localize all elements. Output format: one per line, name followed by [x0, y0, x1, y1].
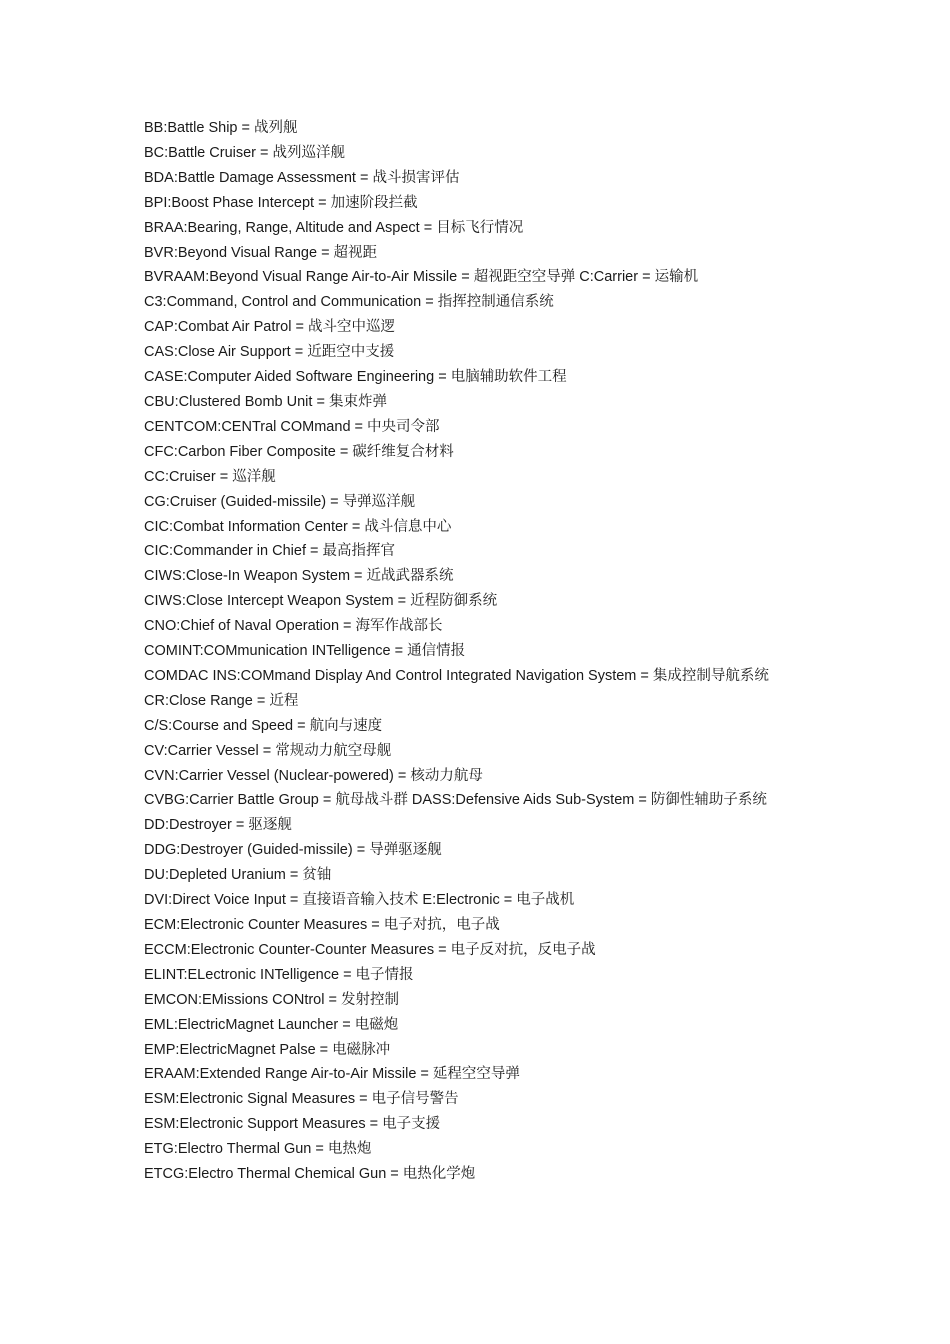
- glossary-entry: C/S:Course and Speed = 航向与速度: [144, 717, 383, 734]
- glossary-entry: CVN:Carrier Vessel (Nuclear-powered) = 核动力航母: [144, 767, 483, 784]
- glossary-entry: CR:Close Range = 近程: [144, 692, 299, 709]
- glossary-entry: CNO:Chief of Naval Operation = 海军作战部长: [144, 618, 443, 635]
- glossary-entry: ECCM:Electronic Counter-Counter Measures = 电子反对抗，反电子战: [144, 941, 596, 958]
- glossary-entry: ETCG:Electro Thermal Chemical Gun = 电热化学炮: [144, 1166, 476, 1183]
- glossary-entry: CIC:Commander in Chief = 最高指挥官: [144, 543, 395, 560]
- glossary-entry: CAS:Close Air Support = 近距空中支援: [144, 344, 395, 361]
- glossary-entry: ESM:Electronic Signal Measures = 电子信号警告: [144, 1091, 459, 1108]
- glossary-entry: CAP:Combat Air Patrol = 战斗空中巡逻: [144, 319, 395, 336]
- glossary-entry: EML:ElectricMagnet Launcher = 电磁炮: [144, 1016, 399, 1033]
- glossary-entry: CBU:Clustered Bomb Unit = 集束炸弹: [144, 393, 387, 410]
- glossary-entry: DD:Destroyer = 驱逐舰: [144, 817, 292, 834]
- glossary-text-block: [144, 116, 814, 1187]
- glossary-entry: CVBG:Carrier Battle Group = 航母战斗群 DASS:Defensive Aids Sub-System = 防御性辅助子系统: [144, 792, 767, 809]
- glossary-entry: CFC:Carbon Fiber Composite = 碳纤维复合材料: [144, 443, 454, 460]
- glossary-entry: BVRAAM:Beyond Visual Range Air-to-Air Missile = 超视距空空导弹 C:Carrier = 运输机: [144, 269, 699, 286]
- glossary-entry: COMINT:COMmunication INTelligence = 通信情报: [144, 643, 466, 660]
- glossary-entry: CIWS:Close-In Weapon System = 近战武器系统: [144, 568, 454, 585]
- glossary-entry: CASE:Computer Aided Software Engineering = 电脑辅助软件工程: [144, 369, 567, 386]
- glossary-entry: CC:Cruiser = 巡洋舰: [144, 468, 276, 485]
- glossary-entry: ERAAM:Extended Range Air-to-Air Missile = 延程空空导弹: [144, 1066, 520, 1083]
- glossary-entry: BPI:Boost Phase Intercept = 加速阶段拦截: [144, 194, 418, 211]
- glossary-entry: BVR:Beyond Visual Range = 超视距: [144, 244, 378, 261]
- glossary-entry: EMP:ElectricMagnet Palse = 电磁脉冲: [144, 1041, 391, 1058]
- glossary-entry: BDA:Battle Damage Assessment = 战斗损害评估: [144, 169, 460, 186]
- glossary-entry: DU:Depleted Uranium = 贫铀: [144, 867, 332, 884]
- glossary-entry: ESM:Electronic Support Measures = 电子支援: [144, 1116, 441, 1133]
- glossary-entry: ECM:Electronic Counter Measures = 电子对抗，电子战: [144, 917, 500, 933]
- glossary-entry: DVI:Direct Voice Input = 直接语音输入技术 E:Electronic = 电子战机: [144, 892, 575, 909]
- glossary-entry: ELINT:ELectronic INTelligence = 电子情报: [144, 966, 414, 983]
- glossary-entry: COMDAC INS:COMmand Display And Control Integrated Navigation System = 集成控制导航系统: [144, 667, 769, 684]
- glossary-entry: BB:Battle Ship = 战列舰: [144, 120, 298, 136]
- glossary-entry: CIC:Combat Information Center = 战斗信息中心: [144, 518, 452, 535]
- glossary-entry: EMCON:EMissions CONtrol = 发射控制: [144, 991, 399, 1008]
- glossary-entry: DDG:Destroyer (Guided-missile) = 导弹驱逐舰: [144, 842, 442, 859]
- glossary-entry: CG:Cruiser (Guided-missile) = 导弹巡洋舰: [144, 493, 416, 510]
- glossary-entry: BRAA:Bearing, Range, Altitude and Aspect = 目标飞行情况: [144, 219, 524, 236]
- glossary-entry: C3:Command, Control and Communication = 指挥控制通信系统: [144, 294, 554, 311]
- glossary-entry: CENTCOM:CENTral COMmand = 中央司令部: [144, 418, 440, 435]
- glossary-entry: ETG:Electro Thermal Gun = 电热炮: [144, 1141, 372, 1158]
- glossary-entry: CIWS:Close Intercept Weapon System = 近程防御系统: [144, 593, 498, 610]
- glossary-entry: CV:Carrier Vessel = 常规动力航空母舰: [144, 742, 392, 759]
- glossary-entry: BC:Battle Cruiser = 战列巡洋舰: [144, 144, 346, 161]
